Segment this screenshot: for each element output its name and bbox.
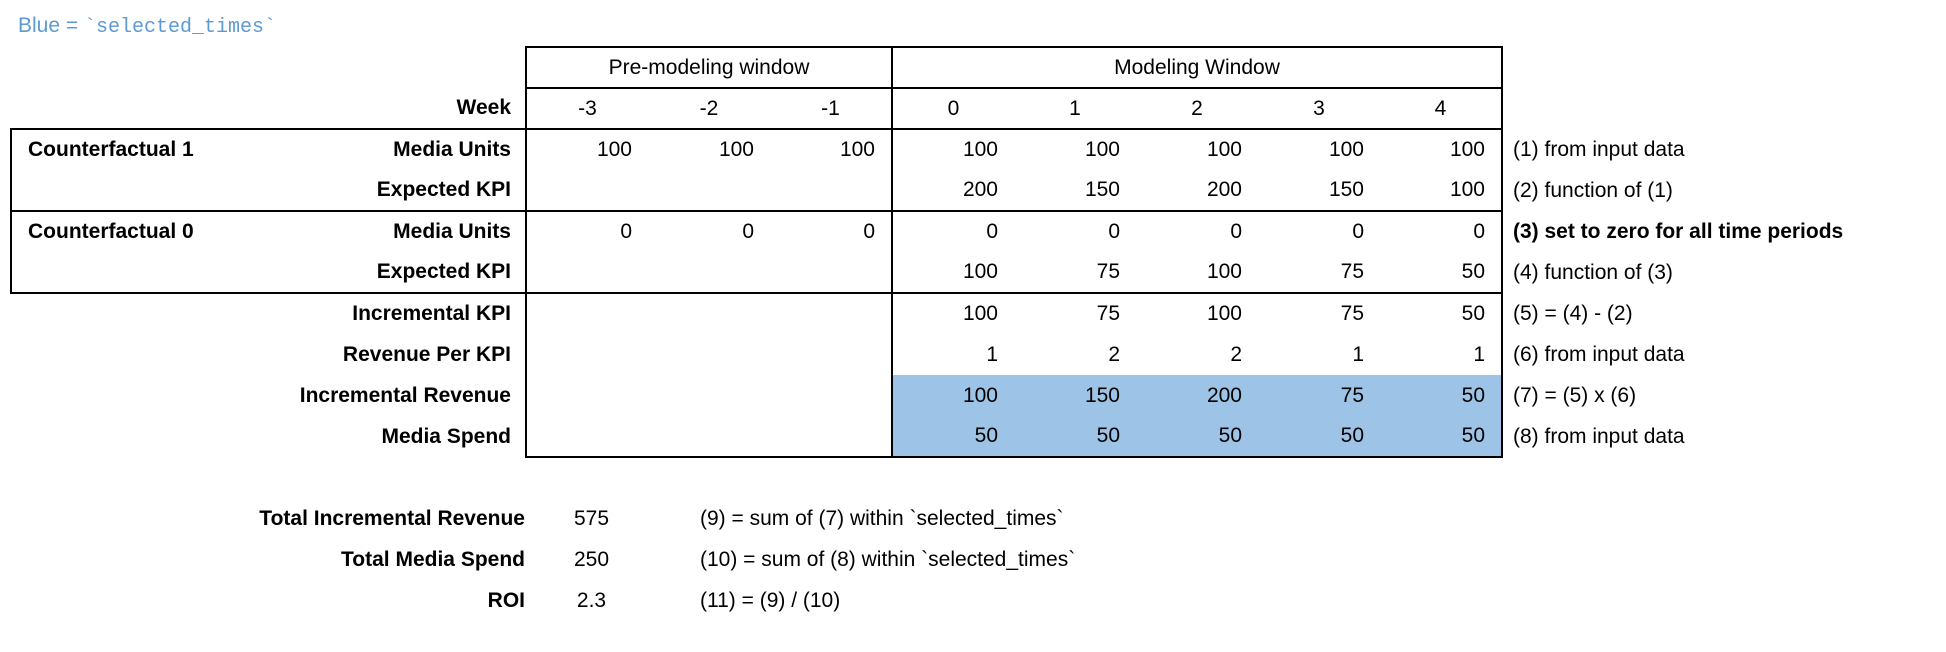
incremental-revenue-pre--2 (648, 375, 770, 416)
group-label-counterfactual-0: Counterfactual 0 (11, 211, 276, 252)
totals-table (10, 498, 1075, 621)
roi-table (10, 46, 1845, 458)
table-row (11, 416, 1844, 457)
cf1-media-units-4: 100 (1380, 129, 1502, 170)
cf1-expected-kpi-1: 150 (1084, 178, 1120, 201)
revenue-per-kpi-0: 1 (986, 342, 998, 366)
total-media-spend-note: (10) = sum of (8) within `selected_times` (700, 547, 1076, 571)
cf0-expected-kpi-pre--1 (770, 252, 892, 293)
roi-label: ROI (487, 588, 525, 612)
cf1-expected-kpi-pre--2 (648, 170, 770, 211)
cf0-expected-kpi-1: 75 (1014, 252, 1136, 293)
row-label-media-spend: Media Spend (381, 424, 511, 448)
week-header-0: 0 (892, 88, 1014, 129)
cf1-expected-kpi-0: 200 (962, 178, 998, 201)
row-label-cf1-expected-kpi: Expected KPI (376, 178, 511, 201)
cf1-expected-kpi-2: 200 (1206, 178, 1242, 201)
group-label-blank-incr-kpi (11, 293, 276, 334)
cf0-media-units-pre--3: 0 (526, 211, 648, 252)
cf0-expected-kpi-3: 75 (1258, 252, 1380, 293)
group-label-blank-rev-per-kpi (11, 334, 276, 375)
legend (18, 14, 276, 39)
table-row (11, 375, 1844, 416)
week-header--2: -2 (648, 88, 770, 129)
cf1-expected-kpi-pre--3 (526, 170, 648, 211)
incremental-revenue-0: 100 (892, 375, 1014, 416)
revenue-per-kpi-pre--1 (770, 334, 892, 375)
cf0-media-units-pre--1: 0 (770, 211, 892, 252)
note-6: (6) from input data (1513, 342, 1685, 366)
note-1: (1) from input data (1513, 137, 1685, 161)
table-row (11, 252, 1844, 293)
media-spend-4: 50 (1380, 416, 1502, 457)
media-spend-1: 50 (1014, 416, 1136, 457)
legend-code: `selected_times` (83, 16, 276, 39)
incremental-kpi-pre--3 (526, 293, 648, 334)
empty-corner-row (276, 47, 526, 88)
totals-row (10, 498, 1075, 539)
totals-section (10, 498, 1075, 621)
revenue-per-kpi-1: 2 (1108, 342, 1120, 366)
legend-prefix: Blue = (18, 14, 84, 37)
total-incremental-revenue-value: 575 (573, 506, 610, 530)
cf0-expected-kpi-0: 100 (892, 252, 1014, 293)
group-label-blank-media-spend (11, 416, 276, 457)
week-header--1: -1 (770, 88, 892, 129)
media-spend-0: 50 (892, 416, 1014, 457)
group-label-blank-0 (11, 252, 276, 293)
cf0-media-units-0: 0 (892, 211, 1014, 252)
table-row (11, 129, 1844, 170)
row-label-incremental-kpi: Incremental KPI (352, 302, 511, 325)
cf0-expected-kpi-pre--3 (526, 252, 648, 293)
roi-value: 2.3 (576, 588, 607, 612)
media-spend-pre--3 (526, 416, 648, 457)
note-8: (8) from input data (1513, 424, 1685, 448)
incremental-kpi-3: 75 (1340, 302, 1364, 325)
week-header--3: -3 (526, 88, 648, 129)
note-3: (3) set to zero for all time periods (1513, 219, 1844, 243)
cf1-media-units-0: 100 (892, 129, 1014, 170)
cf0-expected-kpi-4: 50 (1380, 252, 1502, 293)
incremental-kpi-1: 75 (1096, 302, 1120, 325)
incremental-kpi-0: 100 (962, 302, 998, 325)
note-5: (5) = (4) - (2) (1513, 301, 1633, 325)
media-spend-2: 50 (1136, 416, 1258, 457)
cf1-media-units-3: 100 (1258, 129, 1380, 170)
window-header-row (11, 47, 1844, 88)
row-label-revenue-per-kpi: Revenue Per KPI (342, 342, 511, 366)
cf1-media-units-pre--1: 100 (770, 129, 892, 170)
week-header-1: 1 (1014, 88, 1136, 129)
cf0-media-units-1: 0 (1014, 211, 1136, 252)
revenue-per-kpi-2: 2 (1230, 342, 1242, 366)
incremental-kpi-pre--2 (648, 293, 770, 334)
cf0-expected-kpi-2: 100 (1136, 252, 1258, 293)
totals-row (10, 539, 1075, 580)
table-row (11, 293, 1844, 334)
media-spend-pre--1 (770, 416, 892, 457)
group-label-blank-incr-rev (11, 375, 276, 416)
total-incremental-revenue-note: (9) = sum of (7) within `selected_times` (700, 506, 1064, 530)
incremental-revenue-2: 200 (1136, 375, 1258, 416)
incremental-kpi-pre--1 (770, 293, 892, 334)
cf1-expected-kpi-3: 150 (1328, 178, 1364, 201)
totals-row (10, 580, 1075, 621)
header-note-blank (1502, 47, 1844, 88)
cf0-media-units-2: 0 (1136, 211, 1258, 252)
cf1-media-units-pre--2: 100 (648, 129, 770, 170)
incremental-revenue-1: 150 (1014, 375, 1136, 416)
cf0-media-units-4: 0 (1380, 211, 1502, 252)
week-header-2: 2 (1136, 88, 1258, 129)
total-media-spend-label: Total Media Spend (341, 547, 525, 571)
incremental-kpi-4: 50 (1380, 293, 1502, 334)
revenue-per-kpi-pre--3 (526, 334, 648, 375)
note-4: (4) function of (3) (1513, 260, 1673, 284)
table-row (11, 211, 1844, 252)
week-label: Week (456, 96, 511, 119)
media-spend-pre--2 (648, 416, 770, 457)
header-modeling-window: Modeling Window (892, 47, 1502, 88)
incremental-revenue-pre--1 (770, 375, 892, 416)
total-media-spend-value: 250 (573, 547, 610, 571)
incremental-revenue-pre--3 (526, 375, 648, 416)
roi-note: (11) = (9) / (10) (700, 588, 841, 612)
week-note-blank (1502, 88, 1844, 129)
group-label-counterfactual-1: Counterfactual 1 (11, 129, 276, 170)
revenue-per-kpi-4: 1 (1380, 334, 1502, 375)
revenue-per-kpi-3: 1 (1352, 342, 1364, 366)
cf1-media-units-pre--3: 100 (526, 129, 648, 170)
cf1-expected-kpi-pre--1 (770, 170, 892, 211)
revenue-per-kpi-pre--2 (648, 334, 770, 375)
table-row (11, 334, 1844, 375)
media-spend-3: 50 (1258, 416, 1380, 457)
cf0-media-units-pre--2: 0 (648, 211, 770, 252)
empty-corner-group (11, 47, 276, 88)
cf1-media-units-2: 100 (1136, 129, 1258, 170)
week-header-3: 3 (1258, 88, 1380, 129)
cf0-media-units-3: 0 (1258, 211, 1380, 252)
cf1-media-units-1: 100 (1014, 129, 1136, 170)
row-label-incremental-revenue: Incremental Revenue (299, 383, 511, 407)
group-label-blank-1 (11, 170, 276, 211)
table-row (11, 170, 1844, 211)
incremental-revenue-4: 50 (1380, 375, 1502, 416)
week-header-4: 4 (1380, 88, 1502, 129)
roi-calculation-diagram (10, 46, 1845, 458)
total-incremental-revenue-label: Total Incremental Revenue (259, 506, 525, 530)
incremental-revenue-3: 75 (1258, 375, 1380, 416)
row-label-cf1-media-units: Media Units (276, 129, 526, 170)
row-label-cf0-expected-kpi: Expected KPI (276, 252, 526, 293)
note-7: (7) = (5) x (6) (1513, 383, 1637, 407)
header-pre-modeling-window: Pre-modeling window (526, 47, 892, 88)
week-row (11, 88, 1844, 129)
row-label-cf0-media-units: Media Units (276, 211, 526, 252)
note-2: (2) function of (1) (1513, 178, 1673, 202)
cf1-expected-kpi-4: 100 (1380, 170, 1502, 211)
cf0-expected-kpi-pre--2 (648, 252, 770, 293)
incremental-kpi-2: 100 (1206, 302, 1242, 325)
week-group-blank (11, 88, 276, 129)
